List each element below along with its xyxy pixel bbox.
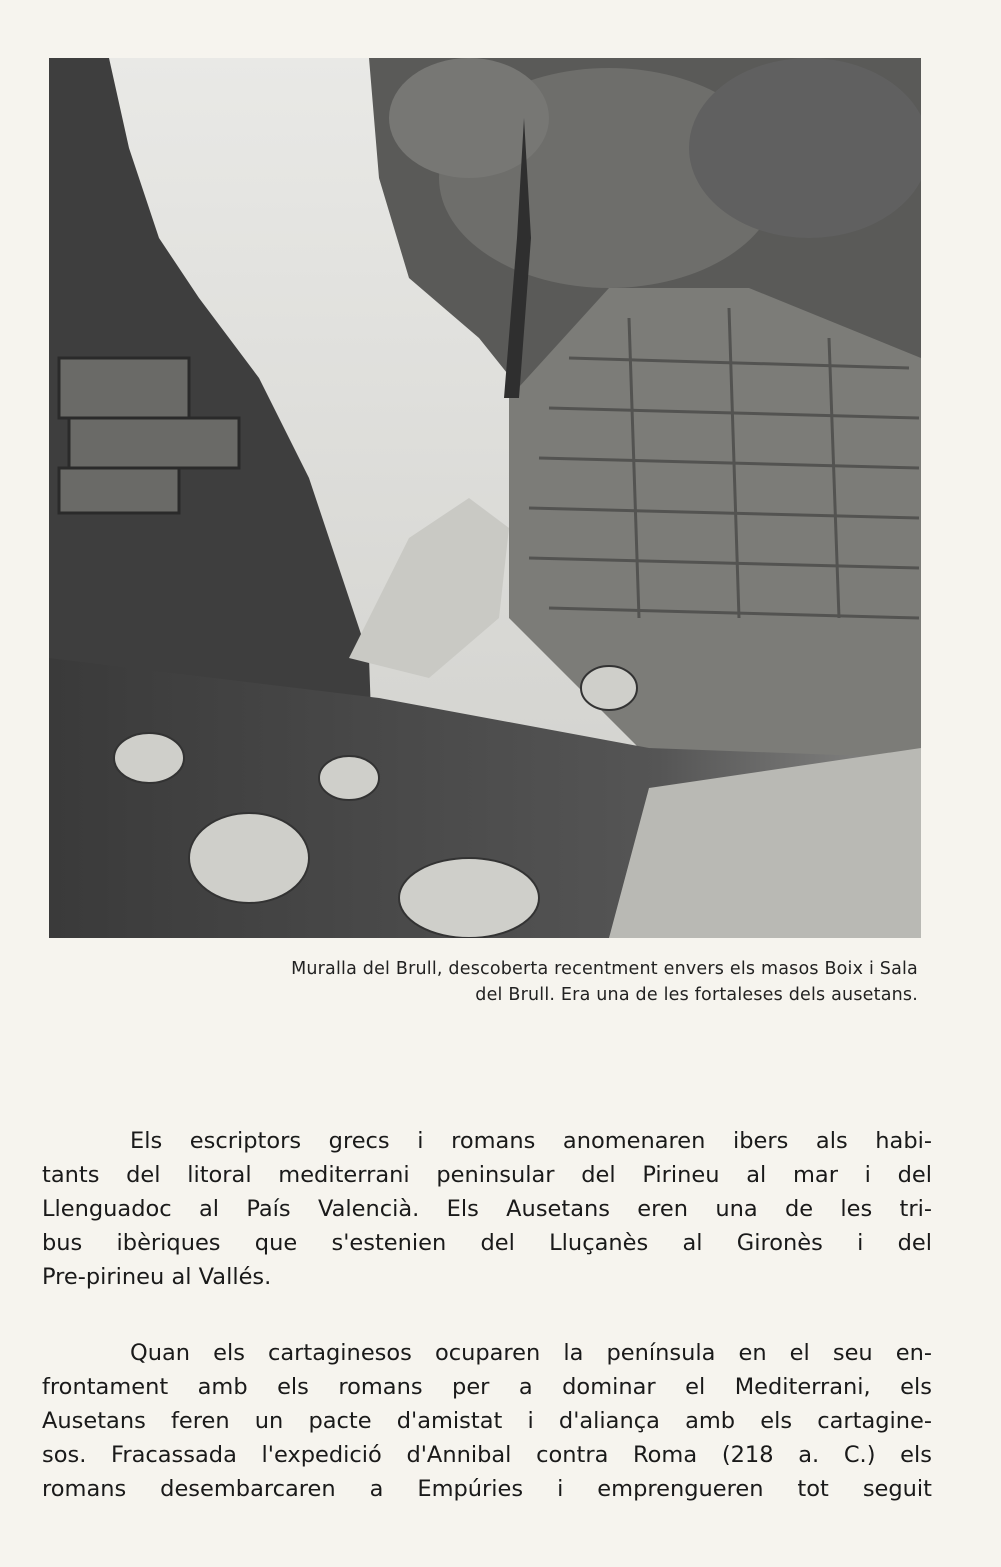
paragraph-line: bus ibèriques que s'estenien del Lluçanès al Gironès i del	[42, 1230, 932, 1256]
paragraph-line: Llenguadoc al País Valencià. Els Ausetans eren una de les tri-	[42, 1196, 932, 1222]
paragraph-1	[42, 1124, 932, 1294]
stone-wall-photo	[49, 58, 921, 938]
paragraph-2	[42, 1336, 932, 1506]
caption-line-1: Muralla del Brull, descoberta recentment envers els masos Boix i Sala	[291, 959, 918, 979]
photo-caption	[100, 956, 918, 1008]
paragraph-line: Ausetans feren un pacte d'amistat i d'aliança amb els cartagine-	[42, 1408, 932, 1434]
caption-line-2: del Brull. Era una de les fortaleses dels ausetans.	[475, 985, 918, 1005]
photo-illustration	[49, 58, 921, 938]
paragraph-line: Els escriptors grecs i romans anomenaren ibers als habi-	[130, 1128, 932, 1154]
paragraph-line: Quan els cartaginesos ocuparen la península en el seu en-	[130, 1340, 932, 1366]
paragraph-line: tants del litoral mediterrani peninsular del Pirineu al mar i del	[42, 1162, 932, 1188]
paragraph-line: romans desembarcaren a Empúries i emprengueren tot seguit	[42, 1476, 932, 1502]
paragraph-line: Pre-pirineu al Vallés.	[42, 1264, 272, 1290]
paragraph-line: sos. Fracassada l'expedició d'Annibal contra Roma (218 a. C.) els	[42, 1442, 932, 1468]
paragraph-line: frontament amb els romans per a dominar el Mediterrani, els	[42, 1374, 932, 1400]
